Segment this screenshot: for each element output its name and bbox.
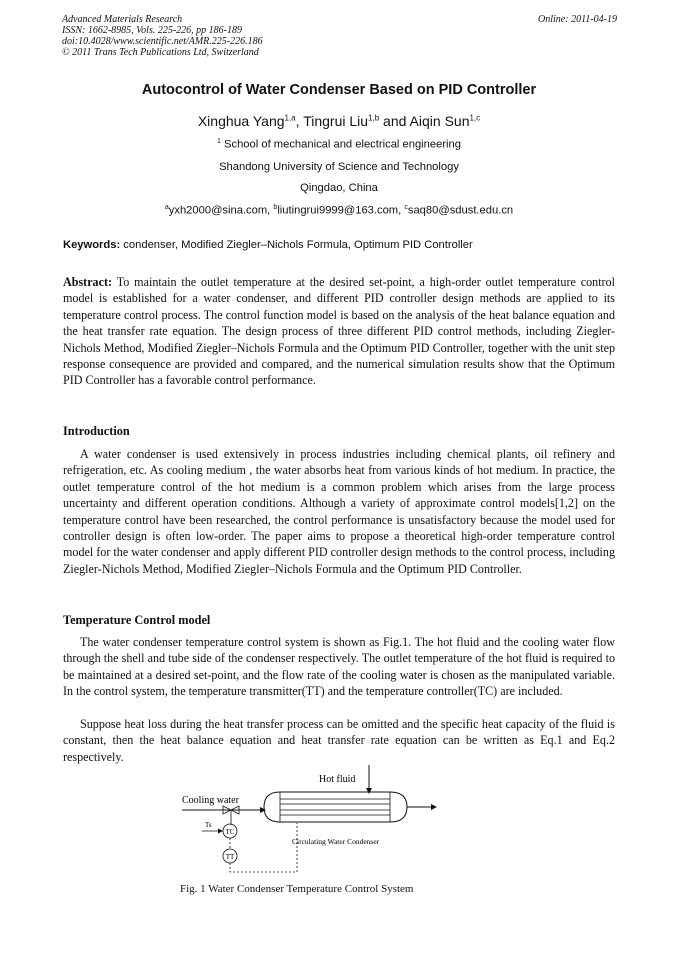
issn: ISSN: 1662-8985, Vols. 225-226, pp 186-189 xyxy=(62,25,242,36)
affiliation-line-2: Shandong University of Science and Technology xyxy=(219,161,459,173)
author-sup: 1,c xyxy=(469,113,481,123)
affil-sup: 1 xyxy=(217,138,221,145)
author-sup: 1,a xyxy=(284,113,296,123)
ts-label: Ts xyxy=(205,821,212,829)
circulating-label: Circulating Water Condenser xyxy=(292,837,380,846)
temperature-model-heading: Temperature Control model xyxy=(63,613,211,627)
email-link[interactable]: saq80@sdust.edu.cn xyxy=(407,204,514,217)
authors xyxy=(0,113,678,129)
condenser-shell xyxy=(264,792,407,822)
paper-title: Autocontrol of Water Condenser Based on PID Controller xyxy=(141,82,537,98)
author-name: Aiqin Sun xyxy=(409,113,470,129)
abstract-label: Abstract: xyxy=(63,275,113,289)
keywords-label: Keywords: xyxy=(63,239,121,251)
tc-label: TC xyxy=(225,828,235,836)
copyright: © 2011 Trans Tech Publications Ltd, Switzerland xyxy=(62,47,259,58)
abstract xyxy=(63,274,615,389)
author-sep: and xyxy=(379,113,410,129)
author-sup: 1,b xyxy=(368,113,380,123)
outlet-arrow xyxy=(431,804,437,810)
condenser-diagram xyxy=(172,762,472,892)
abstract-text: To maintain the outlet temperature at the desired set-point, a high-order outlet temperature control model is established for a water condenser, and different PID controller design methods are applied to its temperature control process. The control function model is based on the analysis of the heat balance equation and the heat transfer rate equation. The design process of three different PID control methods, including Ziegler-Nichols Method, Modified Ziegler–Nichols Formula and the Optimum PID Controller, together with the unit step response consequence are provided and compared, and the numerical simulation results show that the Optimum PID Controller has a favorable control performance. xyxy=(63,275,615,388)
measurement-signal-line xyxy=(230,823,297,872)
introduction-text: A water condenser is used extensively in process industries including chemical plants, oil refinery and refrigeration, etc. As cooling medium , the water absorbs heat from various kinds of hot medium. In practice, the outlet temperature control of the hot medium is a common problem which arises from the large process uncertainty and different operation conditions. Although a variety of approximate control models[1,2] on the temperature control have been researched, the control performance is unsatisfactory because the model used for controller design is often low-order. The paper aims to propose a theoretical high-order temperature control model for the water condenser and apply different PID controller design methods to the control process, including Ziegler-Nichols Method, Modified Ziegler–Nichols Formula and the Optimum PID Controller. xyxy=(63,447,615,576)
online-date: Online: 2011-04-19 xyxy=(538,14,617,25)
temperature-model-para-2: Suppose heat loss during the heat transfer process can be omitted and the specific heat capacity of the fluid is constant, then the heat balance equation and heat transfer rate equation can be written as Eq.1 and Eq.2 respectively. xyxy=(63,717,615,764)
email-sup: a xyxy=(164,204,169,211)
email-sup: b xyxy=(273,204,278,211)
doi: doi:10.4028/www.scientific.net/AMR.225-226.186 xyxy=(62,36,263,47)
author-name: Tingrui Liu xyxy=(303,113,369,129)
temperature-model-para-1: The water condenser temperature control system is shown as Fig.1. The hot fluid and the cooling water flow through the shell and tube side of the condenser respectively. The outlet temperature of the hot fluid is required to be maintained at a desired set-point, and the flow rate of the cooling water is chosen as the manipulated variable. In the control system, the temperature transmitter(TT) and the temperature controller(TC) are included. xyxy=(63,635,615,699)
emails xyxy=(0,204,678,217)
journal-name: Advanced Materials Research xyxy=(62,14,183,25)
hot-fluid-label: Hot fluid xyxy=(319,774,356,785)
affil-text: School of mechanical and electrical engineering xyxy=(220,138,461,151)
affiliation-line-1 xyxy=(0,138,678,151)
email-link[interactable]: liutingrui9999@163.com, xyxy=(277,204,405,217)
cooling-water-arrow xyxy=(260,807,266,813)
email-sup: c xyxy=(404,204,408,211)
setpoint-arrow xyxy=(218,829,223,834)
introduction-heading: Introduction xyxy=(63,424,130,438)
keywords-text: condenser, Modified Ziegler–Nichols Formula, Optimum PID Controller xyxy=(120,239,473,251)
email-link[interactable]: yxh2000@sina.com, xyxy=(168,204,274,217)
hot-fluid-arrow xyxy=(366,788,372,794)
figure-caption: Fig. 1 Water Condenser Temperature Control System xyxy=(180,883,414,895)
cooling-water-label: Cooling water xyxy=(182,795,239,806)
journal-header xyxy=(62,14,617,58)
author-sep: , xyxy=(295,113,304,129)
tt-label: TT xyxy=(225,853,235,861)
keywords xyxy=(63,239,623,251)
author-name: Xinghua Yang xyxy=(197,113,285,129)
affiliation-line-3: Qingdao, China xyxy=(300,182,378,194)
